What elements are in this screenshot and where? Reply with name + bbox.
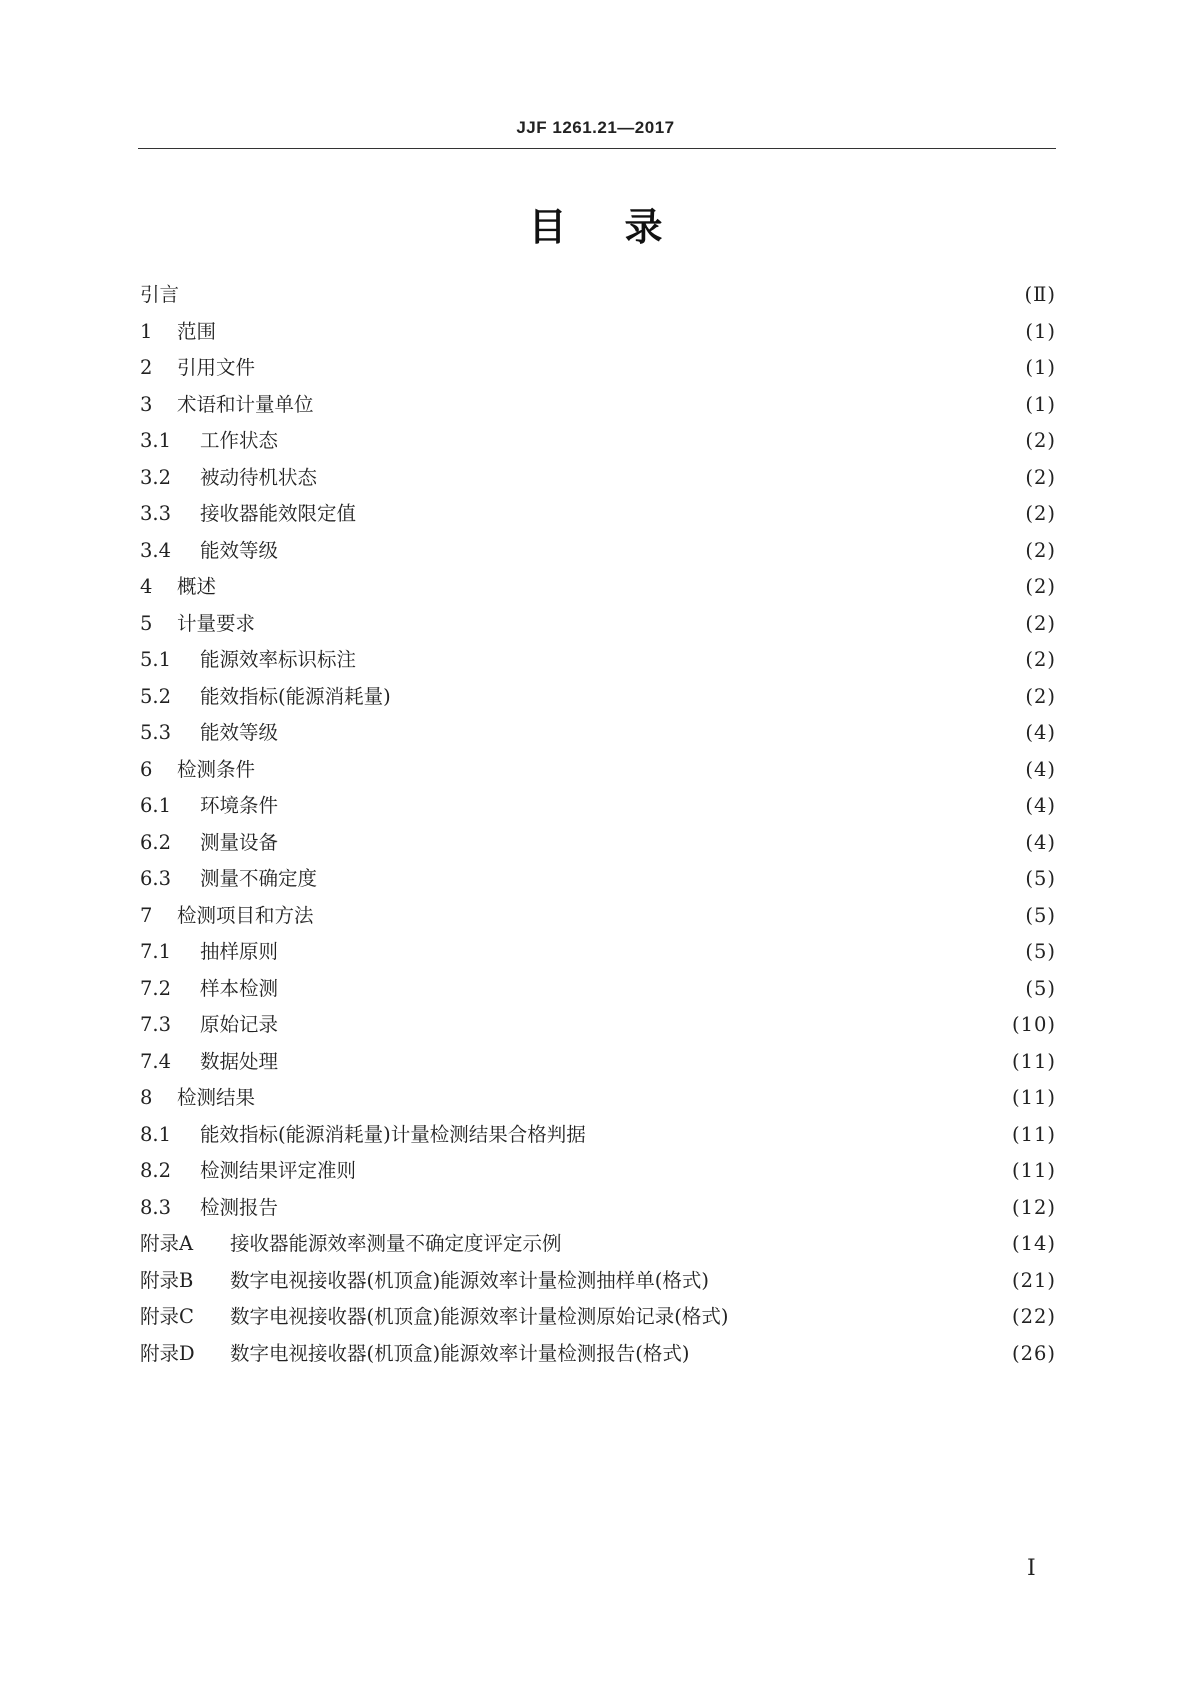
toc-entry-page: (10) (1011, 1013, 1056, 1036)
toc-entry-title: 数字电视接收器(机顶盒)能源效率计量检测抽样单(格式) (230, 1268, 709, 1292)
toc-entry-title: 原始记录 (200, 1013, 279, 1036)
dot-leader (734, 1307, 1008, 1327)
toc-entry-title: 数据处理 (200, 1049, 279, 1073)
toc-entry-page: (5) (1025, 940, 1056, 963)
toc-entry-number: 3.4 (140, 538, 172, 562)
toc-entry[interactable] (140, 1336, 1056, 1373)
toc-entry[interactable] (140, 642, 1056, 679)
toc-entry-page: (5) (1025, 867, 1056, 890)
dot-leader (284, 942, 1008, 962)
toc-entry-page: (14) (1011, 1232, 1056, 1255)
toc-entry-number: 2 (140, 356, 153, 379)
toc-entry-number: 7.1 (140, 940, 172, 963)
toc-entry-number: 5.3 (140, 721, 172, 744)
toc-entry-title: 检测项目和方法 (177, 903, 314, 927)
toc-entry-title: 被动待机状态 (200, 465, 318, 489)
header-rule (138, 148, 1056, 149)
table-of-contents (140, 277, 1056, 1372)
toc-entry-number: 8 (140, 1086, 153, 1109)
toc-entry-title: 检测报告 (200, 1195, 279, 1219)
toc-entry-number: 7.4 (140, 1049, 172, 1073)
toc-entry-title: 计量要求 (177, 611, 256, 635)
dot-leader (261, 760, 1008, 780)
toc-entry[interactable] (140, 825, 1056, 862)
toc-entry[interactable] (140, 1153, 1056, 1190)
toc-entry-page: (1) (1025, 356, 1056, 379)
dot-leader (185, 285, 1008, 305)
toc-entry-title: 工作状态 (200, 429, 279, 452)
page-title: 目录 (528, 205, 721, 249)
toc-entry-page: (5) (1025, 976, 1056, 1000)
toc-entry-page: (21) (1011, 1268, 1056, 1292)
toc-entry[interactable] (140, 752, 1056, 789)
toc-entry[interactable] (140, 314, 1056, 351)
toc-entry-number: 3.3 (140, 502, 172, 525)
toc-entry[interactable] (140, 971, 1056, 1008)
toc-entry-title: 能效指标(能源消耗量)计量检测结果合格判据 (200, 1122, 586, 1146)
toc-entry-page: (11) (1011, 1049, 1056, 1073)
toc-entry[interactable] (140, 1044, 1056, 1081)
toc-entry-page: (2) (1025, 538, 1056, 562)
toc-entry-title: 样本检测 (200, 976, 279, 1000)
toc-entry-number: 7.2 (140, 976, 172, 1000)
toc-entry[interactable] (140, 569, 1056, 606)
toc-entry-number: 8.3 (140, 1195, 172, 1219)
toc-entry-title: 能效等级 (200, 538, 279, 562)
toc-entry-number: 5.2 (140, 684, 172, 708)
toc-entry[interactable] (140, 533, 1056, 570)
toc-entry-page: (1) (1025, 319, 1056, 343)
toc-entry[interactable] (140, 1190, 1056, 1227)
toc-entry[interactable] (140, 350, 1056, 387)
dot-leader (222, 322, 1008, 342)
dot-leader (284, 1198, 1008, 1218)
toc-entry-title: 能源效率标识标注 (200, 648, 357, 671)
toc-entry[interactable] (140, 387, 1056, 424)
toc-entry[interactable] (140, 1007, 1056, 1044)
dot-leader (261, 358, 1008, 378)
toc-entry-number: 7 (140, 903, 153, 927)
toc-entry[interactable] (140, 1117, 1056, 1154)
toc-entry-page: (2) (1025, 502, 1056, 525)
dot-leader (362, 650, 1008, 670)
dot-leader (284, 979, 1008, 999)
toc-entry[interactable] (140, 496, 1056, 533)
toc-entry-number: 附录B (140, 1268, 194, 1292)
dot-leader (568, 1234, 1008, 1254)
toc-entry-title: 概述 (177, 575, 217, 598)
toc-entry-page: (4) (1025, 757, 1056, 781)
standard-code: JJF 1261.21—2017 (516, 118, 675, 137)
toc-entry[interactable] (140, 606, 1056, 643)
dot-leader (320, 906, 1008, 926)
dot-leader (695, 1344, 1008, 1364)
toc-entry-number: 附录C (140, 1305, 194, 1328)
toc-entry-page: (11) (1011, 1159, 1056, 1182)
dot-leader (715, 1271, 1008, 1291)
toc-entry-page: (2) (1025, 684, 1056, 708)
toc-entry[interactable] (140, 861, 1056, 898)
toc-entry-page: (2) (1025, 429, 1056, 452)
dot-leader (362, 504, 1008, 524)
toc-entry-title: 环境条件 (200, 794, 279, 817)
dot-leader (261, 614, 1008, 634)
dot-leader (592, 1125, 1008, 1145)
page-number: I (1027, 1556, 1036, 1581)
toc-entry-number: 4 (140, 575, 153, 598)
toc-entry[interactable] (140, 460, 1056, 497)
toc-entry-page: (26) (1011, 1341, 1056, 1365)
toc-entry-number: 3.2 (140, 465, 172, 489)
toc-entry-title: 数字电视接收器(机顶盒)能源效率计量检测原始记录(格式) (230, 1305, 729, 1328)
toc-entry-number: 6 (140, 757, 153, 781)
toc-entry-page: (22) (1011, 1305, 1056, 1328)
toc-entry-number: 5.1 (140, 648, 172, 671)
toc-entry-title: 术语和计量单位 (177, 392, 314, 416)
toc-entry-page: (2) (1025, 611, 1056, 635)
toc-entry-title: 检测条件 (177, 757, 256, 781)
toc-entry-title: 检测结果 (177, 1086, 256, 1109)
dot-leader (284, 723, 1008, 743)
toc-entry-page: (2) (1025, 648, 1056, 671)
toc-entry-number: 7.3 (140, 1013, 172, 1036)
toc-entry[interactable] (140, 1226, 1056, 1263)
toc-entry[interactable] (140, 277, 1056, 314)
toc-entry-page: (Ⅱ) (1024, 283, 1056, 306)
toc-entry-title: 引用文件 (177, 356, 256, 379)
toc-entry-title: 范围 (177, 319, 217, 343)
toc-entry-number: 6.1 (140, 794, 172, 817)
dot-leader (284, 1015, 1008, 1035)
toc-entry-number: 附录A (140, 1232, 194, 1255)
toc-entry-title: 接收器能源效率测量不确定度评定示例 (230, 1232, 562, 1255)
dot-leader (284, 431, 1008, 451)
toc-entry-number: 附录D (140, 1341, 195, 1365)
dot-leader (261, 1088, 1008, 1108)
toc-entry-title: 测量设备 (200, 830, 279, 854)
dot-leader (284, 833, 1008, 853)
toc-entry-number: 5 (140, 611, 153, 635)
dot-leader (320, 395, 1008, 415)
toc-entry[interactable] (140, 934, 1056, 971)
toc-entry[interactable] (140, 715, 1056, 752)
dot-leader (284, 796, 1008, 816)
toc-entry-title: 能效等级 (200, 721, 279, 744)
toc-entry-page: (5) (1025, 903, 1056, 927)
toc-entry-page: (4) (1025, 721, 1056, 744)
toc-entry-title: 抽样原则 (200, 940, 279, 963)
toc-entry-page: (11) (1011, 1122, 1056, 1146)
toc-entry[interactable] (140, 788, 1056, 825)
toc-entry[interactable] (140, 898, 1056, 935)
toc-entry-title: 检测结果评定准则 (200, 1159, 357, 1182)
toc-entry-page: (4) (1025, 830, 1056, 854)
toc-entry[interactable] (140, 1299, 1056, 1336)
toc-entry-number: 1 (140, 319, 153, 343)
toc-entry-page: (4) (1025, 794, 1056, 817)
toc-entry[interactable] (140, 423, 1056, 460)
toc-entry-number: 8.1 (140, 1122, 172, 1146)
toc-entry-title: 接收器能效限定值 (200, 502, 357, 525)
dot-leader (222, 577, 1008, 597)
toc-entry[interactable] (140, 1080, 1056, 1117)
toc-entry-number: 3.1 (140, 429, 172, 452)
toc-entry-number: 8.2 (140, 1159, 172, 1182)
toc-entry-page: (1) (1025, 392, 1056, 416)
toc-entry-title: 数字电视接收器(机顶盒)能源效率计量检测报告(格式) (230, 1341, 690, 1365)
dot-leader (323, 869, 1008, 889)
toc-entry-number: 6.2 (140, 830, 172, 854)
toc-entry-number: 6.3 (140, 867, 172, 890)
toc-entry[interactable] (140, 679, 1056, 716)
toc-entry-title: 测量不确定度 (200, 867, 318, 890)
dot-leader (397, 687, 1008, 707)
dot-leader (362, 1161, 1008, 1181)
dot-leader (284, 1052, 1008, 1072)
toc-entry-page: (12) (1011, 1195, 1056, 1219)
toc-entry-page: (2) (1025, 575, 1056, 598)
toc-entry[interactable] (140, 1263, 1056, 1300)
dot-leader (323, 468, 1008, 488)
dot-leader (284, 541, 1008, 561)
toc-entry-title: 能效指标(能源消耗量) (200, 684, 391, 708)
toc-entry-page: (2) (1025, 465, 1056, 489)
toc-entry-number: 3 (140, 392, 153, 416)
toc-entry-page: (11) (1011, 1086, 1056, 1109)
toc-entry-title: 引言 (140, 283, 180, 306)
